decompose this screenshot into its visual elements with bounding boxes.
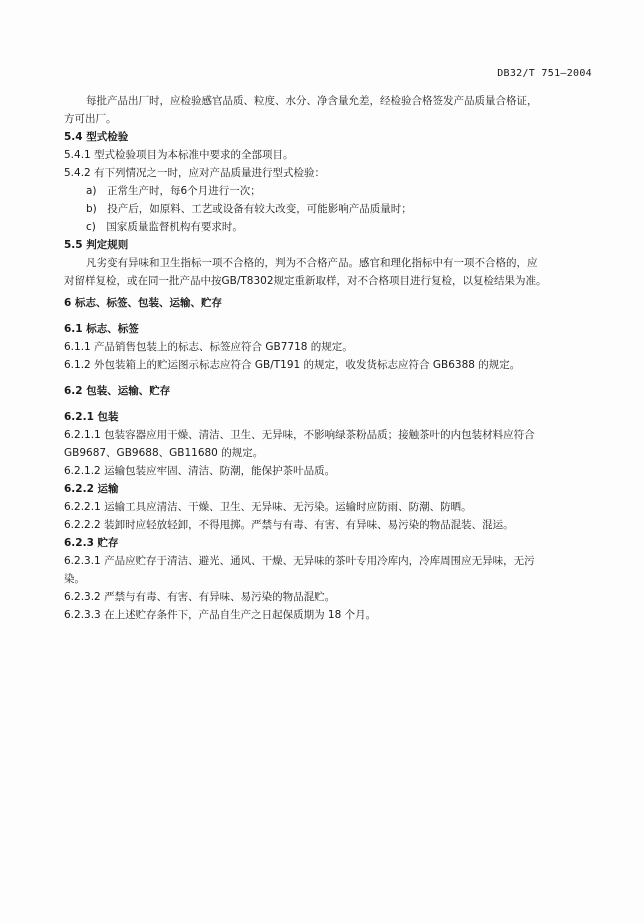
section-heading: 5.4 型式检验 <box>64 131 129 143</box>
section-heading: 5.5 判定规则 <box>64 239 129 251</box>
clause: 6.2.3.2 严禁与有毒、有害、有异味、易污染的物品混贮。 <box>64 591 336 603</box>
list-item: b) 投产后，如原料、工艺或设备有较大改变，可能影响产品质量时； <box>86 203 412 215</box>
paragraph-line: 对留样复检，或在同一批产品中按GB/T8302规定重新取样，对不合格项目进行复检，以复检结果为准。 <box>64 275 547 287</box>
clause-continuation: GB9687、GB9688、GB11680 的规定。 <box>64 447 264 459</box>
clause-continuation: 染。 <box>64 573 85 585</box>
paragraph-line: 方可出厂。 <box>64 113 117 125</box>
paragraph-line: 凡劣变有异味和卫生指标一项不合格的，判为不合格产品。感官和理化指标中有一项不合格的，应 <box>86 257 538 269</box>
clause: 6.2.3.1 产品应贮存于清洁、避光、通风、干燥、无异味的茶叶专用冷库内，冷库周围应无异味，无污 <box>64 555 535 567</box>
clause: 6.2.2.2 装卸时应轻放轻卸，不得甩掷。严禁与有毒、有害、有异味、易污染的物品混装、混运。 <box>64 519 514 531</box>
clause: 6.2.3.3 在上述贮存条件下，产品自生产之日起保质期为 18 个月。 <box>64 609 377 621</box>
subsection-heading: 6.2.1 包装 <box>64 411 119 423</box>
subsection-heading: 6.2.3 贮存 <box>64 537 119 549</box>
clause: 6.2.2.1 运输工具应清洁、干燥、卫生、无异味、无污染。运输时应防雨、防潮、防晒。 <box>64 501 472 513</box>
subsection-heading: 6.2.2 运输 <box>64 483 119 495</box>
document-code: DB32/T 751—2004 <box>497 68 592 79</box>
paragraph-line: 每批产品出厂时，应检验感官品质、粒度、水分、净含量允差，经检验合格签发产品质量合格证， <box>86 95 538 107</box>
document-body <box>64 92 592 624</box>
clause: 6.2.1.1 包装容器应用干燥、清洁、卫生、无异味，不影响绿茶粉品质；接触茶叶的内包装材料应符合 <box>64 429 535 441</box>
list-item: a) 正常生产时，每6个月进行一次； <box>86 185 261 197</box>
clause: 6.2.1.2 运输包装应牢固、清洁、防潮，能保护茶叶品质。 <box>64 465 336 477</box>
clause: 5.4.1 型式检验项目为本标准中要求的全部项目。 <box>64 149 294 161</box>
section-heading: 6.1 标志、标签 <box>64 323 139 335</box>
condition-list <box>64 182 592 236</box>
clause: 6.1.1 产品销售包装上的标志、标签应符合 GB7718 的规定。 <box>64 341 353 353</box>
section-heading: 6.2 包装、运输、贮存 <box>64 385 171 397</box>
list-item: c) 国家质量监督机构有要求时。 <box>86 221 243 233</box>
clause: 6.1.2 外包装箱上的贮运图示标志应符合 GB/T191 的规定，收发货标志应符合 GB6388 的规定。 <box>64 359 521 371</box>
clause: 5.4.2 有下列情况之一时，应对产品质量进行型式检验： <box>64 167 326 179</box>
chapter-heading: 6 标志、标签、包装、运输、贮存 <box>64 297 222 309</box>
